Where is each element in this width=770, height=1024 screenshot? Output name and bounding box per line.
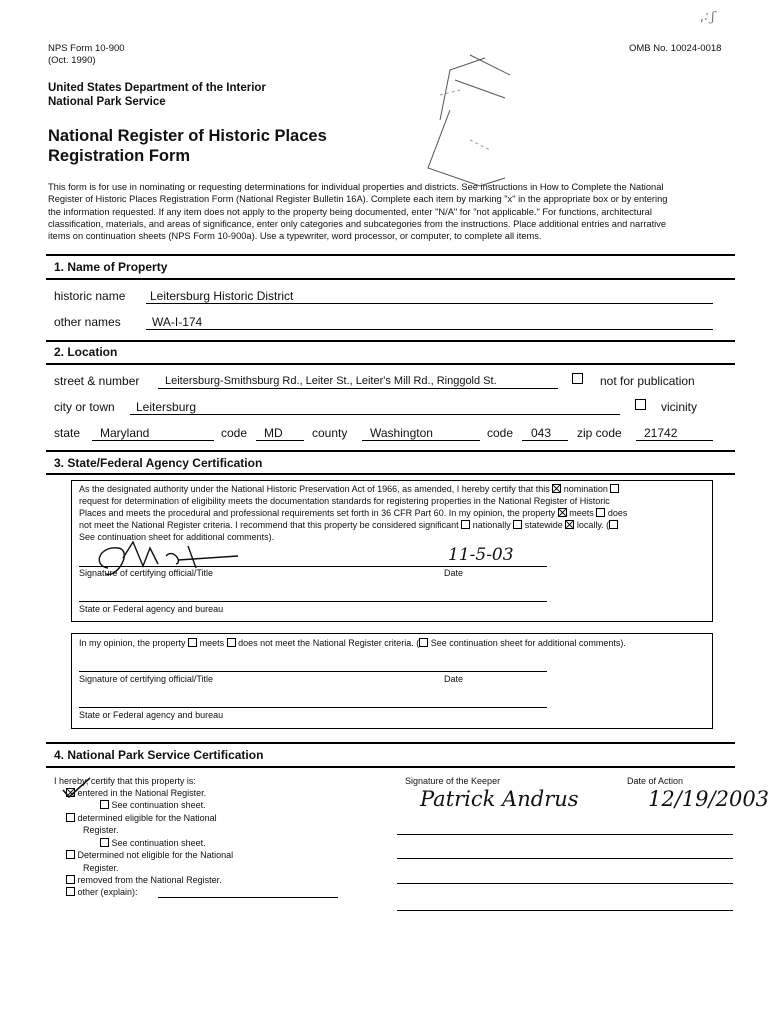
divider xyxy=(46,363,735,365)
keeper-signature: Patrick Andrus xyxy=(420,787,579,811)
signature-line xyxy=(397,834,733,835)
page-title-line1: National Register of Historic Places xyxy=(48,127,327,145)
date2-label: Date xyxy=(444,674,464,684)
underline xyxy=(256,440,304,441)
county-value[interactable]: Washington xyxy=(370,426,433,440)
opinion-text: In my opinion, the property meets does not meet the National Register criteria. ( See continuation sheet for additional comments). xyxy=(79,638,626,648)
county-code-value[interactable]: 043 xyxy=(531,426,552,440)
underline xyxy=(92,440,214,441)
signature-line xyxy=(397,858,733,859)
state-value[interactable]: Maryland xyxy=(100,426,150,440)
see-continuation-1[interactable]: See continuation sheet. xyxy=(100,799,206,811)
nps-intro: I hereby, certify that this property is: xyxy=(54,776,196,786)
nomination-checkbox[interactable] xyxy=(552,484,561,493)
other-names-value[interactable]: WA-I-174 xyxy=(152,315,203,329)
omb-number: OMB No. 10024-0018 xyxy=(629,43,722,54)
city-label: city or town xyxy=(54,400,115,414)
form-date: (Oct. 1990) xyxy=(48,55,96,66)
locally-checkbox[interactable] xyxy=(565,520,574,529)
section4-heading: 4. National Park Service Certification xyxy=(54,748,264,762)
section1-heading: 1. Name of Property xyxy=(54,260,168,274)
agency2-label: State or Federal agency and bureau xyxy=(79,710,224,720)
opinion-does-not-meet-checkbox[interactable] xyxy=(227,638,236,647)
other-names-label: other names xyxy=(54,315,121,329)
vicinity-checkbox[interactable] xyxy=(635,399,646,412)
form-number: NPS Form 10-900 xyxy=(48,43,125,54)
see-continuation-2[interactable]: See continuation sheet. xyxy=(100,837,206,849)
section3-heading: 3. State/Federal Agency Certification xyxy=(54,456,263,470)
underline xyxy=(146,329,713,330)
date-label: Date xyxy=(444,568,464,578)
statewide-checkbox[interactable] xyxy=(513,520,522,529)
state-code-label: code xyxy=(221,426,248,440)
signature2-label: Signature of certifying official/Title xyxy=(79,674,214,684)
removed-option[interactable]: removed from the National Register. xyxy=(66,874,222,886)
signature-label: Signature of certifying official/Title xyxy=(79,568,214,578)
underline xyxy=(636,440,713,441)
street-value[interactable]: Leitersburg-Smithsburg Rd., Leiter St., Leiter's Mill Rd., Ringgold St. xyxy=(165,375,497,387)
check-mark-icon xyxy=(60,776,100,800)
corner-mark: ˌ∶ ʃ xyxy=(700,10,715,25)
determined-eligible-option[interactable]: determined eligible for the National xyxy=(66,812,217,824)
underline xyxy=(146,303,713,304)
agency-label: State or Federal agency and bureau xyxy=(79,604,224,614)
not-eligible-option[interactable]: Determined not eligible for the National xyxy=(66,849,233,861)
state-code-value[interactable]: MD xyxy=(264,426,283,440)
vicinity-label: vicinity xyxy=(661,400,698,414)
does-not-meet-checkbox[interactable] xyxy=(596,508,605,517)
street-label: street & number xyxy=(54,374,140,388)
divider xyxy=(46,742,735,744)
date-of-action-label: Date of Action xyxy=(627,776,684,786)
nationally-checkbox[interactable] xyxy=(461,520,470,529)
county-label: county xyxy=(312,426,348,440)
divider xyxy=(46,278,735,280)
city-value[interactable]: Leitersburg xyxy=(136,400,197,414)
not-for-publication-checkbox[interactable] xyxy=(572,373,583,386)
action-date-handwritten: 12/19/2003 xyxy=(648,787,770,811)
certification-text: As the designated authority under the National Historic Preservation Act of 1966, as amended, I hereby certify that this nomination request for determination of eligibility meets the documentation standards for registering properties in the National Register of Historic Places and meets the procedural and professional requirements set forth in 36 CFR Part 60. In my opinion, the property meets does not meet the National Register criteria. I recommend that this property be considered significant nationally statewide locally. ( See continuation sheet for additional comments). xyxy=(79,484,628,542)
service: National Park Service xyxy=(48,96,166,108)
instructions: This form is for use in nominating or requesting determinations for individual properties and districts. See instructions in How to Complete the National Register of Historic Places Registration Form (National Register Bulletin 16A). Complete each item by marking "x" in the appropriate box or by entering the information requested. If any item does not apply to the property being documented, enter "N/A" for "not applicable." For functions, architectural classification, materials, and areas of significance, enter only categories and subcategories from the instructions. Place additional entries and narrative items on continuation sheets (NPS Form 10-900a). Use a typewriter, word processor, or computer, to complete all items. xyxy=(48,182,668,242)
historic-name-label: historic name xyxy=(54,289,126,303)
underline xyxy=(130,414,620,415)
divider xyxy=(46,766,735,768)
opinion-meets-checkbox[interactable] xyxy=(188,638,197,647)
request-checkbox[interactable] xyxy=(610,484,619,493)
county-code-label: code xyxy=(487,426,514,440)
underline xyxy=(362,440,480,441)
continuation-checkbox[interactable] xyxy=(609,520,618,529)
opinion-continuation-checkbox[interactable] xyxy=(419,638,428,647)
state-label: state xyxy=(54,426,81,440)
department: United States Department of the Interior xyxy=(48,82,266,94)
meets-checkbox[interactable] xyxy=(558,508,567,517)
underline xyxy=(522,440,568,441)
divider xyxy=(46,254,735,256)
divider xyxy=(46,473,735,475)
section2-heading: 2. Location xyxy=(54,345,118,359)
underline xyxy=(158,897,338,898)
zip-label: zip code xyxy=(577,426,622,440)
entered-option[interactable]: entered in the National Register. xyxy=(66,787,206,799)
historic-name-value[interactable]: Leitersburg Historic District xyxy=(150,289,294,303)
underline xyxy=(79,707,547,708)
stamp-scribble xyxy=(410,50,590,190)
official-date-handwritten: 11-5-03 xyxy=(448,545,514,565)
other-option[interactable]: other (explain): xyxy=(66,886,138,898)
underline xyxy=(79,601,547,602)
divider xyxy=(46,340,735,342)
not-for-publication-label: not for publication xyxy=(600,374,695,388)
underline xyxy=(79,671,547,672)
divider xyxy=(46,450,735,452)
page-title-line2: Registration Form xyxy=(48,147,191,165)
signature-keeper-label: Signature of the Keeper xyxy=(405,776,501,786)
not-eligible-cont: Register. xyxy=(83,863,119,873)
zip-value[interactable]: 21742 xyxy=(644,426,678,440)
underline xyxy=(158,388,558,389)
determined-eligible-cont: Register. xyxy=(83,825,119,835)
signature-line xyxy=(397,910,733,911)
signature-line xyxy=(397,883,733,884)
